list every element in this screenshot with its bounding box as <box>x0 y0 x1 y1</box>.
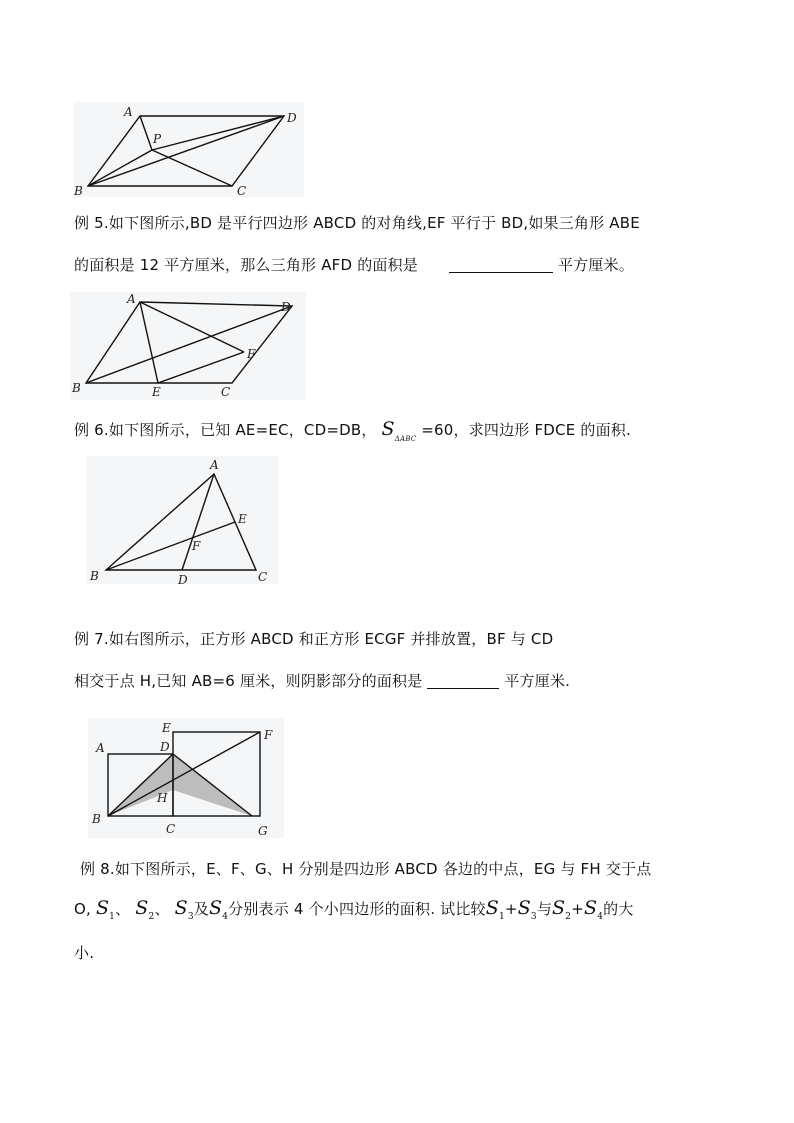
s-index: 1 <box>109 912 116 922</box>
separator: 、 <box>115 900 131 918</box>
ex6-area-sub: ΔABC <box>394 435 417 443</box>
area-s2 <box>552 897 572 922</box>
ex6-area-symbol <box>381 418 417 443</box>
ex5-line-2 <box>74 254 634 275</box>
s-index: 3 <box>530 912 537 922</box>
area-s3 <box>174 897 194 922</box>
ex8-text-mid: 分别表示 4 个小四边形的面积. 试比较 <box>228 900 486 918</box>
area-s3 <box>517 897 537 922</box>
label-B: B <box>74 184 83 197</box>
s-letter: S <box>95 897 110 919</box>
figure-3-svg <box>86 456 278 584</box>
label-C: C <box>237 184 247 197</box>
ex7-line-1: 例 7.如右图所示，正方形 ABCD 和正方形 ECGF 并排放置，BF 与 CD <box>74 630 554 648</box>
label-A: A <box>210 458 219 472</box>
label-F: F <box>247 347 256 361</box>
s-index: 3 <box>187 912 194 922</box>
figure-example4-parallelogram <box>74 102 304 197</box>
ex7-line-2 <box>74 670 570 691</box>
ex8-line-3: 小. <box>74 944 95 962</box>
label-H: H <box>157 791 168 805</box>
s-index: 4 <box>222 912 229 922</box>
ex5-answer-blank[interactable] <box>449 256 553 273</box>
label-P: P <box>153 132 162 146</box>
ex8-line-1: 例 8.如下图所示，E、F、G、H 分别是四边形 ABCD 各边的中点，EG 与 FH 交于点 <box>80 860 652 878</box>
label-C: C <box>221 385 231 399</box>
ex6-text-pre: 例 6.如下图所示，已知 AE=EC，CD=DB， <box>74 421 377 439</box>
s-index: 2 <box>565 912 572 922</box>
figure-example6-triangle <box>86 456 278 584</box>
plus-sign: + <box>504 900 518 918</box>
s-letter: S <box>552 897 566 919</box>
label-E: E <box>238 512 247 526</box>
ex7-answer-blank[interactable] <box>427 672 499 689</box>
area-s4 <box>208 897 229 922</box>
figure-example7-squares <box>88 718 284 838</box>
label-E: E <box>162 721 171 735</box>
area-s1 <box>95 897 116 922</box>
label-D: D <box>160 740 170 754</box>
s-letter: S <box>135 897 149 919</box>
ex6-text-post: =60，求四边形 FDCE 的面积. <box>421 421 631 439</box>
label-C: C <box>258 570 268 584</box>
area-s1 <box>485 897 505 922</box>
ex5-text: 的面积是 12 平方厘米，那么三角形 AFD 的面积是 <box>74 256 419 274</box>
label-D: D <box>178 573 188 584</box>
label-C: C <box>166 822 176 836</box>
label-B: B <box>92 812 101 826</box>
s-letter: S <box>485 897 499 919</box>
label-A: A <box>96 741 105 755</box>
figure-1-svg <box>74 102 304 197</box>
area-s2 <box>135 897 155 922</box>
label-B: B <box>72 381 81 395</box>
ex7-text: 相交于点 H,已知 AB=6 厘米，则阴影部分的面积是 <box>74 672 423 690</box>
s-letter: S <box>583 897 598 919</box>
ex7-unit: 平方厘米. <box>504 672 571 690</box>
ex8-text-tail: 的大 <box>603 900 634 918</box>
ex6-area-s: S <box>381 418 395 440</box>
ex8-line-2 <box>74 897 634 922</box>
area-s4 <box>583 897 604 922</box>
conjunction: 及 <box>193 900 209 918</box>
label-A: A <box>124 105 133 119</box>
ex5-line-1: 例 5.如下图所示,BD 是平行四边形 ABCD 的对角线,EF 平行于 BD,如果三角形 ABE <box>74 214 640 232</box>
ex8-point-o: O, <box>74 900 91 918</box>
label-F: F <box>264 728 273 742</box>
s-index: 1 <box>498 912 505 922</box>
figure-2-svg <box>70 292 306 400</box>
label-E: E <box>152 385 161 399</box>
conjunction: 与 <box>536 900 553 918</box>
s-letter: S <box>517 897 531 919</box>
label-G: G <box>258 824 268 838</box>
figure-4-svg <box>88 718 284 838</box>
label-D: D <box>287 111 297 125</box>
ex6-line <box>74 418 631 443</box>
s-index: 4 <box>597 912 604 922</box>
s-letter: S <box>208 897 223 919</box>
label-D: D <box>281 300 291 314</box>
s-letter: S <box>174 897 188 919</box>
figure-example5-parallelogram <box>70 292 306 400</box>
separator: 、 <box>154 900 170 918</box>
label-B: B <box>90 569 99 583</box>
s-index: 2 <box>148 912 155 922</box>
label-F: F <box>192 539 201 553</box>
label-A: A <box>127 292 136 306</box>
ex5-unit: 平方厘米。 <box>557 256 634 274</box>
shaded-region <box>108 754 252 816</box>
plus-sign: + <box>571 900 584 918</box>
